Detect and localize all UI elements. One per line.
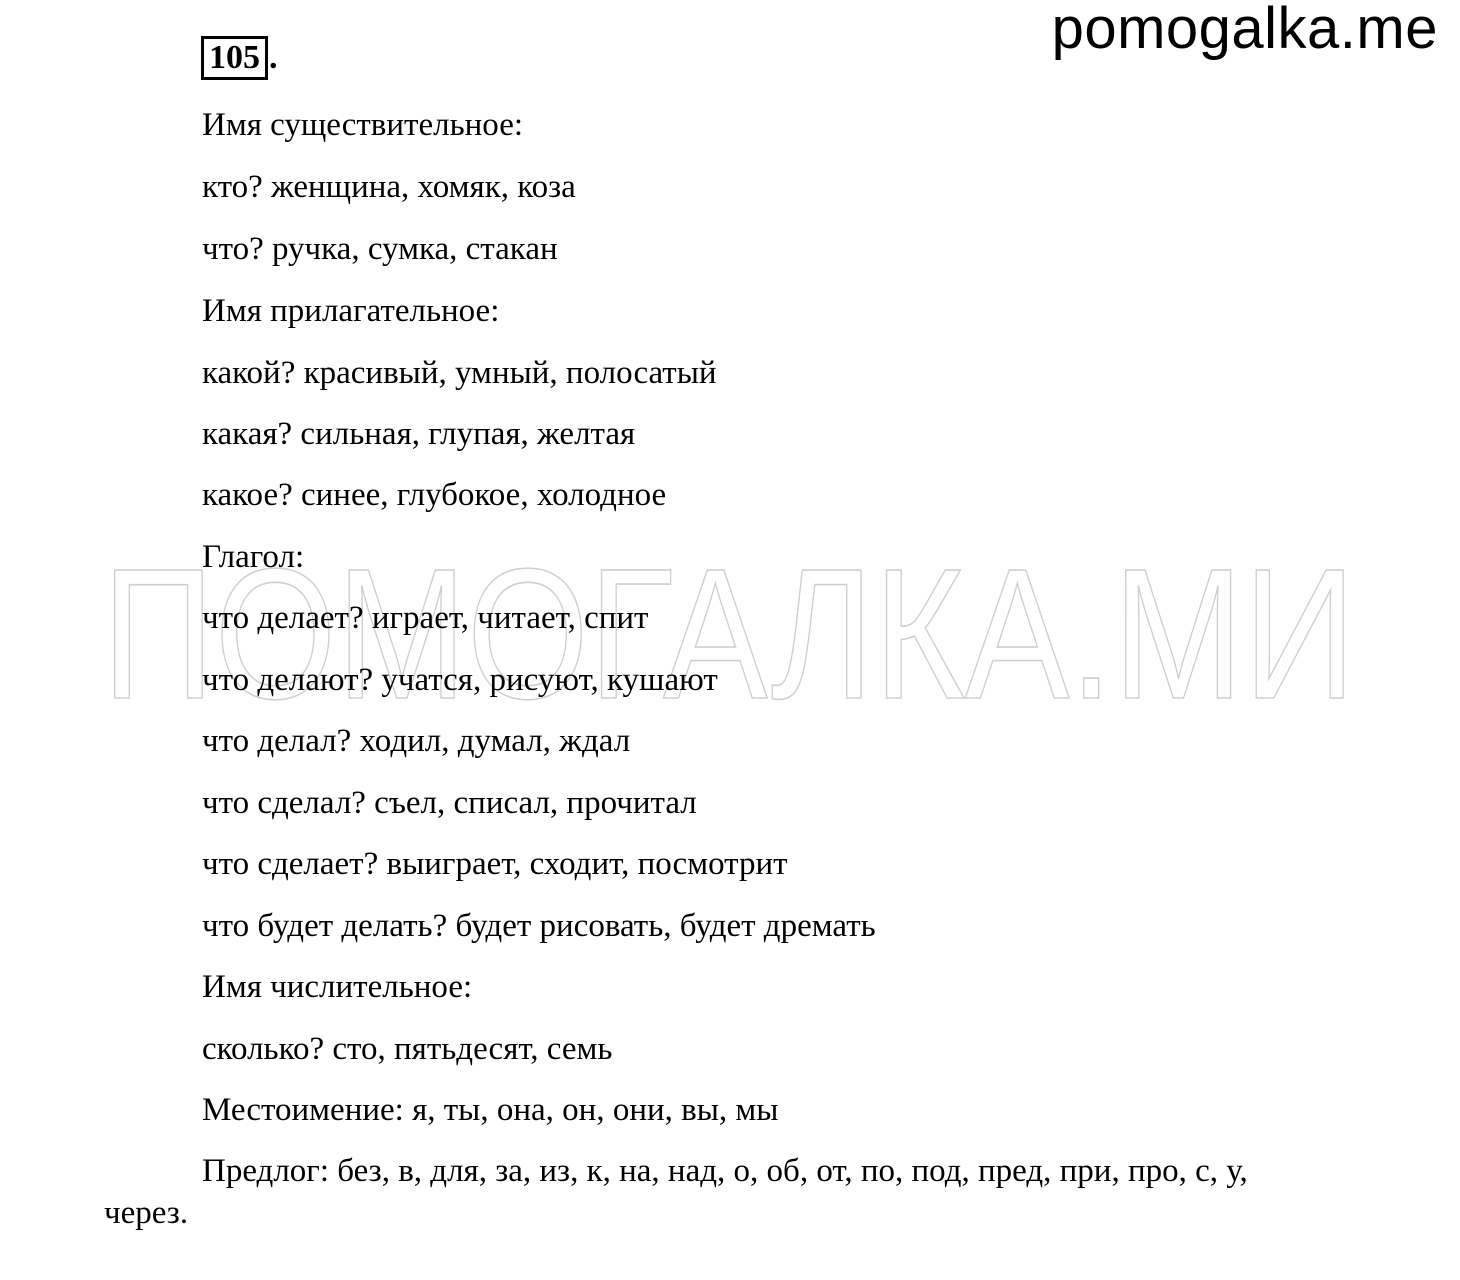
text-line: какая? сильная, глупая, желтая <box>202 416 636 452</box>
text-line: что делал? ходил, думал, ждал <box>202 723 631 759</box>
exercise-number-box: 105 <box>201 36 268 80</box>
text-line: что делает? играет, читает, спит <box>202 600 649 636</box>
text-line: кто? женщина, хомяк, коза <box>202 169 576 205</box>
text-line: Местоимение: я, ты, она, он, они, вы, мы <box>202 1092 779 1128</box>
site-brand: pomogalka.me <box>1051 0 1438 61</box>
text-line: Глагол: <box>202 539 305 575</box>
exercise-number <box>201 36 278 80</box>
text-line: Имя существительное: <box>202 107 524 143</box>
text-line: что? ручка, сумка, стакан <box>202 231 558 267</box>
text-line: какой? красивый, умный, полосатый <box>202 355 717 391</box>
text-line: что сделал? съел, списал, прочитал <box>202 785 697 821</box>
text-line: что будет делать? будет рисовать, будет дремать <box>202 908 876 944</box>
final-paragraph: Предлог: без, в, для, за, из, к, на, над, о, об, от, по, под, пред, при, про, с, у, через. <box>104 1153 1248 1231</box>
watermark-text: ПОМОГАЛКА.МИ <box>102 562 1356 712</box>
text-line: сколько? сто, пятьдесят, семь <box>202 1031 613 1067</box>
text-line: что сделает? выиграет, сходит, посмотрит <box>202 846 788 882</box>
text-line: какое? синее, глубокое, холодное <box>202 477 667 513</box>
text-line: Имя прилагательное: <box>202 293 500 329</box>
text-line: Имя числительное: <box>202 969 473 1005</box>
text-line: что делают? учатся, рисуют, кушают <box>202 662 718 698</box>
exercise-number-suffix: . <box>269 39 278 76</box>
